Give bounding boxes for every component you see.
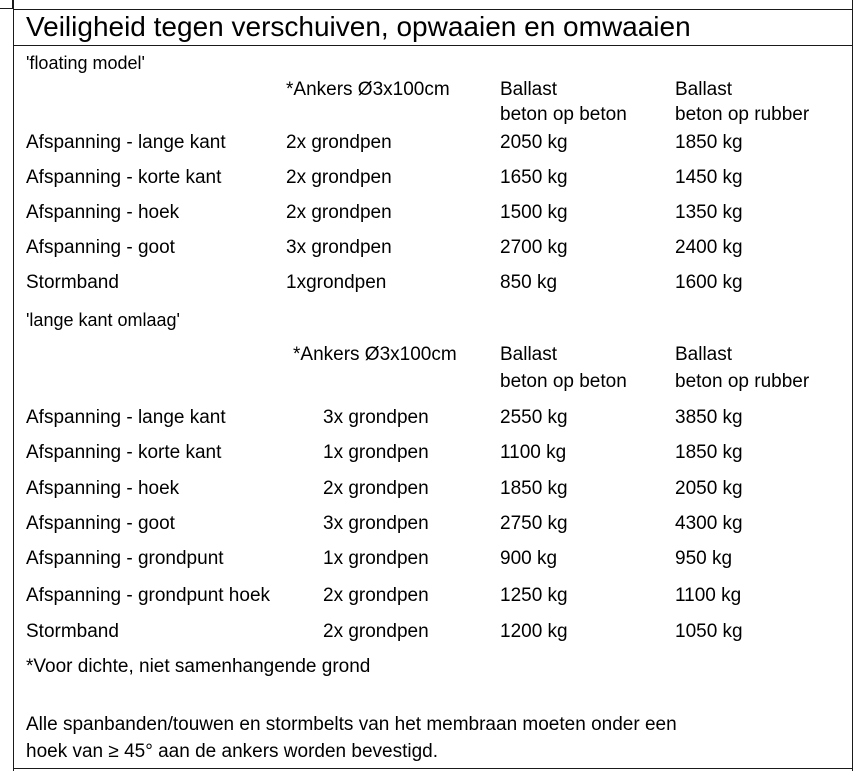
column-header-ballast-1: Ballast [500, 344, 558, 365]
row-ballast-1: 2050 kg [500, 132, 568, 153]
row-ballast-1: 2700 kg [500, 237, 568, 258]
row-anchor: 2x grondpen [286, 202, 392, 223]
column-header-ballast-1-sub: beton op beton [500, 371, 627, 392]
row-name: Afspanning - grondpunt [26, 548, 224, 569]
row-ballast-1: 1100 kg [500, 442, 567, 463]
column-header-anchors: *Ankers Ø3x100cm [286, 79, 450, 100]
row-ballast-1: 2750 kg [500, 513, 568, 534]
row-anchor: 3x grondpen [286, 237, 392, 258]
row-ballast-2: 1850 kg [675, 132, 743, 153]
column-header-ballast-1-sub: beton op beton [500, 104, 627, 125]
row-name: Afspanning - korte kant [26, 167, 222, 188]
row-ballast-2: 2050 kg [675, 478, 743, 499]
row-ballast-2: 1450 kg [675, 167, 743, 188]
row-ballast-1: 900 kg [500, 548, 558, 569]
column-header-ballast-2: Ballast [675, 344, 733, 365]
row-anchor: 3x grondpen [323, 407, 429, 428]
row-name: Afspanning - hoek [26, 478, 180, 499]
row-anchor: 1xgrondpen [286, 272, 387, 293]
row-name: Afspanning - lange kant [26, 407, 226, 428]
note-line-1: Alle spanbanden/touwen en stormbelts van het membraan moeten onder een [26, 714, 677, 735]
row-anchor: 2x grondpen [286, 167, 392, 188]
column-header-ballast-2: Ballast [675, 79, 733, 100]
row-name: Afspanning - grondpunt hoek [26, 585, 271, 606]
column-header-ballast-2-sub: beton op rubber [675, 371, 810, 392]
corner-mark [0, 0, 13, 9]
row-name: Afspanning - lange kant [26, 132, 226, 153]
row-ballast-1: 1200 kg [500, 621, 568, 642]
row-ballast-2: 1600 kg [675, 272, 743, 293]
row-name: Afspanning - hoek [26, 202, 180, 223]
row-anchor: 2x grondpen [286, 132, 392, 153]
row-ballast-1: 1500 kg [500, 202, 568, 223]
row-ballast-2: 950 kg [675, 548, 733, 569]
row-ballast-2: 1100 kg [675, 585, 742, 606]
row-ballast-2: 3850 kg [675, 407, 743, 428]
row-name: Afspanning - korte kant [26, 442, 222, 463]
bottom-border [13, 768, 853, 769]
row-anchor: 1x grondpen [323, 548, 429, 569]
section-label-lange-kant: 'lange kant omlaag' [26, 310, 180, 330]
footnote: *Voor dichte, niet samenhangende grond [26, 656, 371, 677]
row-ballast-1: 1850 kg [500, 478, 568, 499]
row-name: Afspanning - goot [26, 513, 175, 534]
row-ballast-1: 2550 kg [500, 407, 568, 428]
row-name: Stormband [26, 621, 119, 642]
column-header-ballast-2-sub: beton op rubber [675, 104, 810, 125]
row-name: Stormband [26, 272, 119, 293]
row-anchor: 2x grondpen [323, 621, 429, 642]
row-ballast-2: 1350 kg [675, 202, 743, 223]
row-anchor: 1x grondpen [323, 442, 429, 463]
row-ballast-2: 1050 kg [675, 621, 743, 642]
row-anchor: 2x grondpen [323, 585, 429, 606]
note-line-2: hoek van ≥ 45° aan de ankers worden bevestigd. [26, 741, 439, 762]
row-ballast-2: 4300 kg [675, 513, 743, 534]
section-label-floating: 'floating model' [26, 53, 145, 73]
row-anchor: 2x grondpen [323, 478, 429, 499]
column-header-anchors: *Ankers Ø3x100cm [293, 344, 457, 365]
row-ballast-1: 1250 kg [500, 585, 568, 606]
row-ballast-1: 850 kg [500, 272, 558, 293]
row-ballast-2: 1850 kg [675, 442, 743, 463]
row-name: Afspanning - goot [26, 237, 175, 258]
row-ballast-1: 1650 kg [500, 167, 568, 188]
page-title: Veiligheid tegen verschuiven, opwaaien en omwaaien [26, 11, 691, 42]
row-ballast-2: 2400 kg [675, 237, 743, 258]
row-anchor: 3x grondpen [323, 513, 429, 534]
column-header-ballast-1: Ballast [500, 79, 558, 100]
